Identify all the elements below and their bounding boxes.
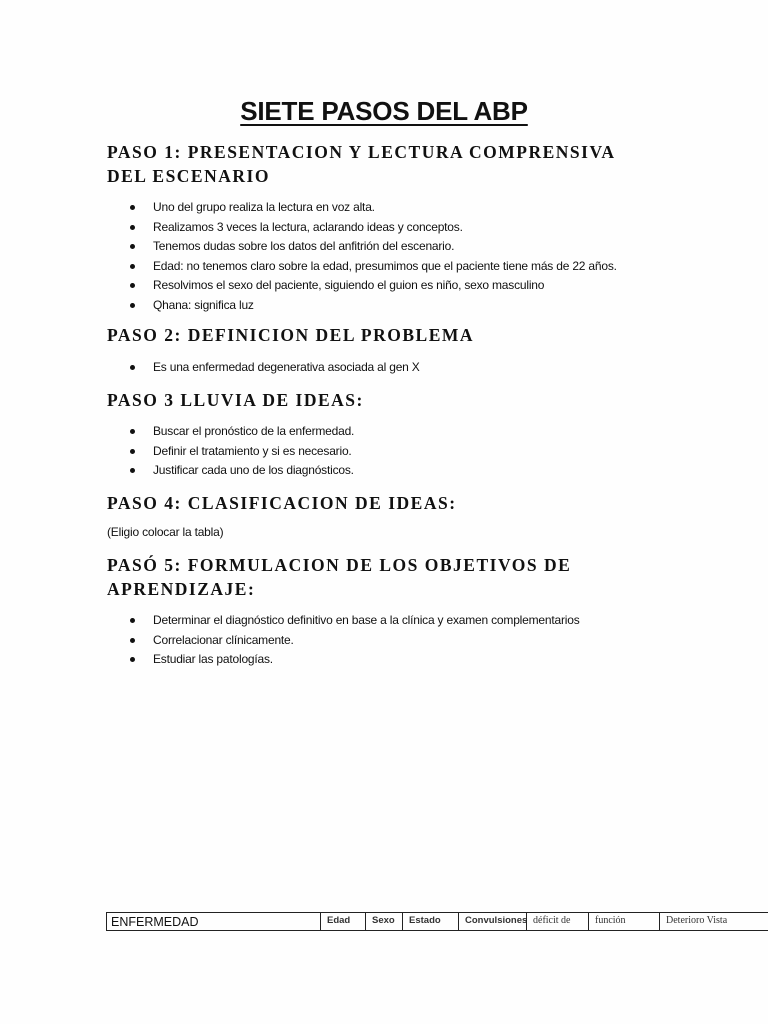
table-header-enfermedad: ENFERMEDAD <box>111 915 199 929</box>
paso-1-list <box>0 198 617 315</box>
list-item: Tenemos dudas sobre los datos del anfitrión del escenario. <box>0 237 617 257</box>
list-item: Resolvimos el sexo del paciente, siguiendo el guion es niño, sexo masculino <box>0 276 617 296</box>
bullet-icon <box>130 264 135 269</box>
bullet-icon <box>130 449 135 454</box>
section-heading-paso-3: PASO 3 LLUVIA DE IDEAS: <box>107 390 364 410</box>
bullet-icon <box>130 244 135 249</box>
table-header-funcion: función <box>588 913 659 930</box>
bullet-icon <box>130 365 135 370</box>
bullet-icon <box>130 225 135 230</box>
list-item: Buscar el pronóstico de la enfermedad. <box>0 422 354 442</box>
section-heading-paso-4: PASO 4: CLASIFICACION DE IDEAS: <box>107 493 457 513</box>
paso-5-list <box>0 611 580 670</box>
list-item: Edad: no tenemos claro sobre la edad, presumimos que el paciente tiene más de 22 años. <box>0 257 617 277</box>
paso-3-list <box>0 422 354 481</box>
list-item: Qhana: significa luz <box>0 296 617 316</box>
bullet-icon <box>130 657 135 662</box>
list-item: Definir el tratamiento y si es necesario. <box>0 442 354 462</box>
table-header-deterioro-vista: Deterioro Vista <box>659 913 768 930</box>
bullet-icon <box>130 638 135 643</box>
list-item: Justificar cada uno de los diagnósticos. <box>0 461 354 481</box>
bullet-icon <box>130 205 135 210</box>
bullet-icon <box>130 429 135 434</box>
list-item: Estudiar las patologías. <box>0 650 580 670</box>
table-header-estado: Estado <box>402 913 458 930</box>
table-header-sexo: Sexo <box>365 913 402 930</box>
table-header-edad: Edad <box>320 913 365 930</box>
list-item: Determinar el diagnóstico definitivo en base a la clínica y examen complementarios <box>0 611 580 631</box>
list-item: Es una enfermedad degenerativa asociada al gen X <box>0 358 420 378</box>
list-item: Realizamos 3 veces la lectura, aclarando ideas y conceptos. <box>0 218 617 238</box>
section-heading-paso-2: PASO 2: DEFINICION DEL PROBLEMA <box>107 325 475 345</box>
section-heading-paso-5: PASÓ 5: FORMULACION DE LOS OBJETIVOS DE APRENDIZAJE: <box>107 555 572 599</box>
document-title: SIETE PASOS DEL ABP <box>240 96 528 126</box>
section-heading-paso-1: PASO 1: PRESENTACION Y LECTURA COMPRENSIVA DEL ESCENARIO <box>107 142 616 186</box>
bullet-icon <box>130 303 135 308</box>
list-item: Correlacionar clínicamente. <box>0 631 580 651</box>
paso-4-note: (Eligio colocar la tabla) <box>107 525 224 539</box>
bullet-icon <box>130 283 135 288</box>
list-item: Uno del grupo realiza la lectura en voz alta. <box>0 198 617 218</box>
table-header-deficit-de: déficit de <box>526 913 588 930</box>
bullet-icon <box>130 618 135 623</box>
table-header-convulsiones: Convulsiones <box>458 913 526 930</box>
bullet-icon <box>130 468 135 473</box>
paso-2-list <box>0 358 420 378</box>
classification-table-header-row <box>106 912 768 931</box>
